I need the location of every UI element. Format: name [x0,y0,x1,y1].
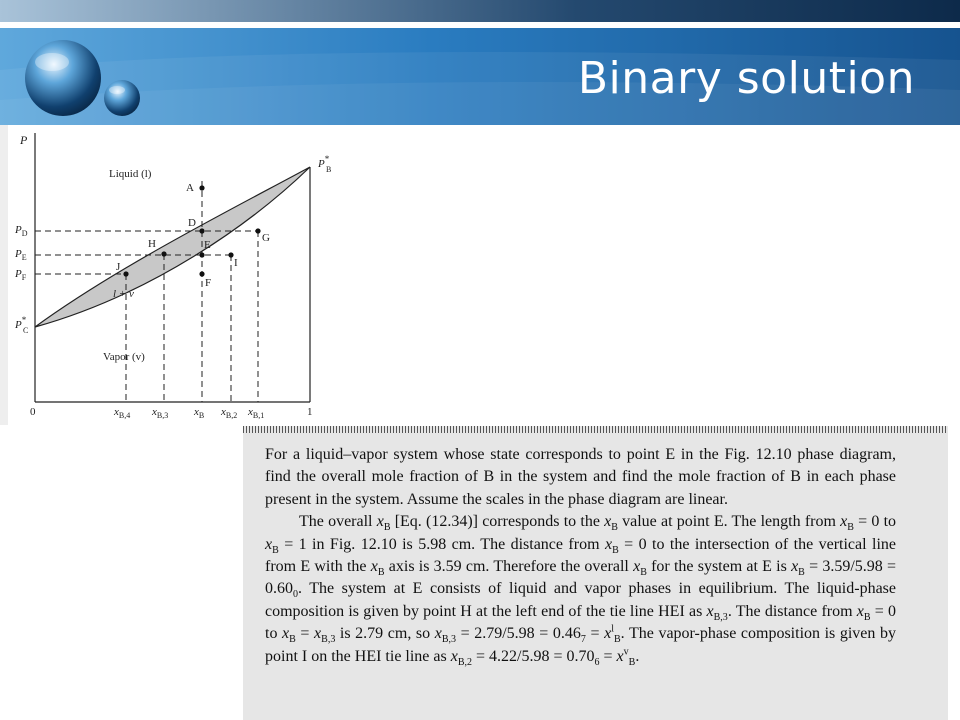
label-point-h: H [148,238,156,250]
problem-panel [243,426,948,720]
tick-xb1: $x_{B,1}$ [248,406,265,420]
tick-pd: $P_D$ [15,224,28,238]
problem-text [265,444,896,668]
label-point-f: F [205,277,212,289]
label-pb-star: P* B [318,154,332,174]
panel-dotted-edge [243,426,948,433]
region-two-phase-label: l + v [113,288,134,300]
x-axis-one: 1 [307,406,313,418]
label-point-a: A [186,182,194,194]
problem-statement: For a liquid–vapor system whose state corresponds to point E in the Fig. 12.10 phase diagram, find the overall mole fraction of B in the system and find the mole fraction of B in each phase present in the system. Assume the scales in the phase diagram are linear. [265,446,896,508]
label-point-d: D [188,217,196,229]
point-a [199,185,204,190]
slide-title: Binary solution [577,53,915,104]
tick-xb: $x_B$ [194,406,205,420]
tick-pf: $P_F$ [15,268,27,282]
label-point-i: I [234,257,238,269]
slide-header [0,0,960,125]
tick-xb2: $x_{B,2}$ [221,406,238,420]
point-f [199,271,204,276]
point-g [255,228,260,233]
point-j [123,271,128,276]
tick-xb3: $x_{B,3}$ [152,406,169,420]
label-pc-star: P* C [15,315,29,335]
tick-pe: $P_E$ [15,248,27,262]
x-axis-zero: 0 [30,406,36,418]
y-axis-label: P [20,133,28,147]
point-d [199,228,204,233]
sphere-small-icon [104,80,140,116]
sphere-large-icon [25,40,101,116]
region-vapor-label: Vapor (v) [103,351,145,363]
point-i [228,252,233,257]
label-point-g: G [262,232,270,244]
region-liquid-label: Liquid (l) [109,168,152,180]
phase-diagram [0,125,360,425]
point-h [161,251,166,256]
label-point-e: E [204,239,211,251]
point-e [199,252,204,257]
tick-xb4: $x_{B,4}$ [114,406,131,420]
problem-solution: The overall $x_B$ [Eq. (12.34)] corresponds to the $x_B$ value at point E. The length from $x_B = 0$ to $x_B = 1$ in Fig. 12.10 is 5.98 cm. The distance from $x_B = 0$ to the intersection of the vertical line from E with the $x_B$ axis is 3.59 cm. Therefore the overall $x_B$ for the system at E is $x_B = 3.59/5.98 = 0.60_0$. The system at E consists of liquid and vapor phases in equilibrium. The liquid-phase composition is given by point H at the left end of the tie line HEI as $x_{B,3}$. The distance from $x_B = 0$ to $x_B = x_{B,3}$ is 2.79 cm, so $x_{B,3} = 2.79/5.98 = 0.46_7 = x^l_B$. The vapor-phase composition is given by point I on the HEI tie line as $x_{B,2} = 4.22/5.98 = 0.70_6 = x^v_B$. [265,513,897,668]
label-point-j: J [116,261,121,273]
